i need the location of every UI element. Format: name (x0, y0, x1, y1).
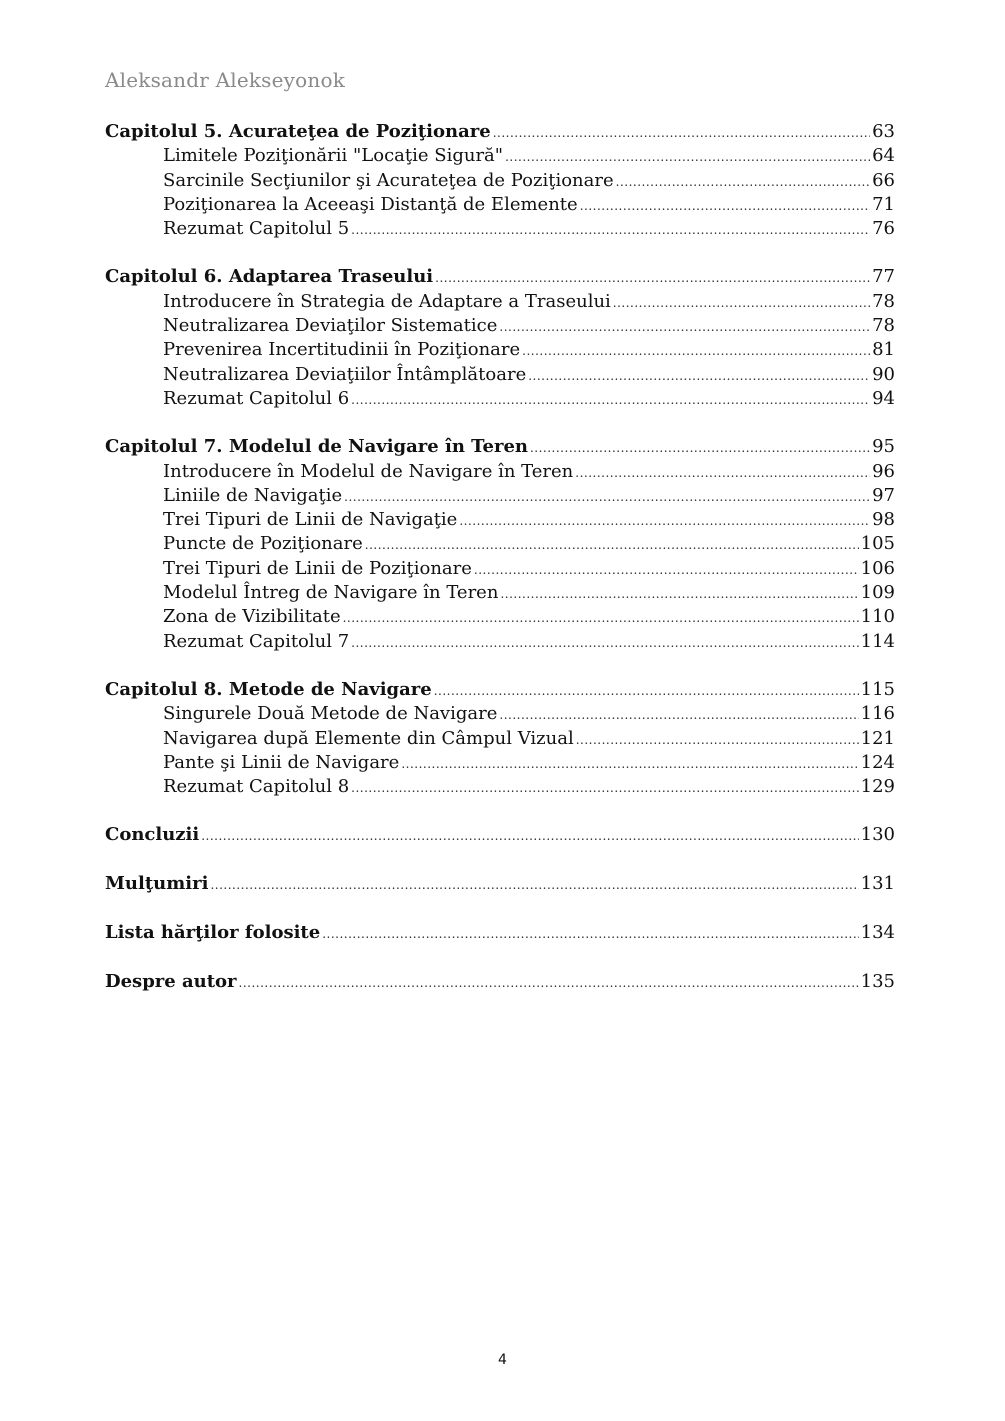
toc-entry[interactable] (105, 484, 895, 508)
toc-leader-dots (493, 121, 870, 145)
toc-section-title: Despre autor (105, 970, 237, 992)
toc-page-number: 131 (860, 873, 895, 895)
toc-leader-dots (459, 509, 870, 533)
toc-entry[interactable] (105, 508, 895, 532)
toc-page-number: 97 (872, 484, 895, 506)
toc-leader-dots (616, 170, 870, 194)
toc-section-heading[interactable] (105, 823, 895, 847)
toc-section-title: Concluzii (105, 824, 200, 846)
toc-leader-dots (505, 145, 870, 169)
toc-page-number: 81 (872, 339, 895, 361)
toc-leader-dots (239, 971, 859, 995)
toc-entry-title: Trei Tipuri de Linii de Navigaţie (163, 509, 458, 531)
toc-entry-title: Rezumat Capitolul 8 (163, 776, 350, 798)
toc-page-number: 78 (872, 315, 895, 337)
toc-entry-title: Neutralizarea Deviaţiilor Întâmplătoare (163, 363, 527, 385)
toc-chapter-heading[interactable] (105, 120, 895, 144)
toc-entry[interactable] (105, 193, 895, 217)
toc-entry-title: Prevenirea Incertitudinii în Poziţionare (163, 339, 521, 361)
toc-leader-dots (344, 485, 870, 509)
page-footer-number: 4 (498, 1352, 507, 1368)
toc-entry[interactable] (105, 557, 895, 581)
toc-entry[interactable] (105, 169, 895, 193)
toc-entry[interactable] (105, 775, 895, 799)
toc-page-number: 95 (872, 436, 895, 458)
toc-chapter-heading[interactable] (105, 265, 895, 289)
toc-entry[interactable] (105, 532, 895, 556)
toc-entry-title: Neutralizarea Deviaţilor Sistematice (163, 315, 498, 337)
toc-entry[interactable] (105, 630, 895, 654)
toc-section-heading[interactable] (105, 970, 895, 994)
toc-leader-dots (522, 339, 870, 363)
toc-entry-title: Rezumat Capitolul 7 (163, 630, 350, 652)
toc-page-number: 116 (860, 703, 895, 725)
toc-entry[interactable] (105, 727, 895, 751)
toc-chapter-7 (105, 435, 895, 654)
toc-entry[interactable] (105, 702, 895, 726)
toc-entry-title: Rezumat Capitolul 5 (163, 218, 350, 240)
toc-page-number: 135 (860, 970, 895, 992)
toc-chapter-title: Capitolul 8. Metode de Navigare (105, 678, 432, 700)
toc-chapter-title: Capitolul 7. Modelul de Navigare în Teren (105, 436, 528, 458)
toc-page-number: 96 (872, 460, 895, 482)
toc-leader-dots (575, 461, 870, 485)
toc-section-title: Lista hărţilor folosite (105, 922, 321, 944)
toc-section-lista-hartilor (105, 921, 895, 945)
running-header-author: Aleksandr Alekseyonok (105, 68, 346, 92)
toc-page-number: 121 (860, 727, 895, 749)
toc-page-number: 110 (860, 606, 895, 628)
toc-page-number: 78 (872, 290, 895, 312)
toc-page-number: 90 (872, 363, 895, 385)
toc-leader-dots (210, 873, 858, 897)
toc-section-heading[interactable] (105, 921, 895, 945)
toc-entry[interactable] (105, 290, 895, 314)
toc-page-number: 64 (872, 145, 895, 167)
toc-entry[interactable] (105, 144, 895, 168)
toc-page-number: 66 (872, 169, 895, 191)
toc-page-number: 129 (860, 776, 895, 798)
toc-leader-dots (474, 558, 859, 582)
toc-page-number: 94 (872, 387, 895, 409)
toc-page-number: 98 (872, 509, 895, 531)
toc-page-number: 76 (872, 218, 895, 240)
toc-chapter-title: Capitolul 6. Adaptarea Traseului (105, 266, 434, 288)
toc-section-concluzii (105, 823, 895, 847)
toc-chapter-8 (105, 678, 895, 799)
toc-page-number: 109 (860, 582, 895, 604)
toc-chapter-title: Capitolul 5. Acurateţea de Poziţionare (105, 121, 491, 142)
toc-page-number: 114 (860, 630, 895, 652)
toc-leader-dots (528, 364, 870, 388)
toc-page-number: 77 (872, 266, 895, 288)
table-of-contents (105, 120, 895, 1019)
toc-page-number: 105 (860, 533, 895, 555)
toc-entry[interactable] (105, 314, 895, 338)
toc-entry[interactable] (105, 581, 895, 605)
toc-leader-dots (322, 922, 858, 946)
toc-leader-dots (401, 752, 858, 776)
toc-entry-title: Pante şi Linii de Navigare (163, 751, 400, 773)
toc-leader-dots (351, 631, 858, 655)
toc-page-number: 63 (872, 121, 895, 142)
toc-section-title: Mulţumiri (105, 873, 209, 895)
toc-page-number: 124 (860, 751, 895, 773)
toc-entry[interactable] (105, 338, 895, 362)
toc-page-number: 106 (860, 557, 895, 579)
toc-entry-title: Limitele Poziţionării "Locaţie Sigură" (163, 145, 504, 167)
toc-leader-dots (435, 266, 870, 290)
toc-section-heading[interactable] (105, 872, 895, 896)
toc-entry-title: Trei Tipuri de Linii de Poziţionare (163, 557, 472, 579)
toc-entry[interactable] (105, 751, 895, 775)
toc-leader-dots (343, 606, 859, 630)
toc-leader-dots (530, 436, 870, 460)
toc-entry-title: Introducere în Modelul de Navigare în Teren (163, 460, 574, 482)
toc-leader-dots (613, 291, 870, 315)
toc-entry[interactable] (105, 363, 895, 387)
toc-entry-title: Zona de Vizibilitate (163, 606, 341, 628)
toc-entry-title: Poziţionarea la Aceeaşi Distanţă de Elemente (163, 193, 578, 215)
toc-entry[interactable] (105, 460, 895, 484)
toc-section-multumiri (105, 872, 895, 896)
toc-leader-dots (201, 824, 858, 848)
toc-leader-dots (351, 218, 870, 242)
toc-leader-dots (351, 388, 870, 412)
toc-page-number: 134 (860, 922, 895, 944)
toc-leader-dots (576, 728, 859, 752)
toc-chapter-heading[interactable] (105, 678, 895, 702)
toc-leader-dots (499, 703, 858, 727)
toc-entry-title: Navigarea după Elemente din Câmpul Vizual (163, 727, 574, 749)
toc-entry[interactable] (105, 605, 895, 629)
toc-entry[interactable] (105, 217, 895, 241)
toc-entry-title: Rezumat Capitolul 6 (163, 387, 350, 409)
toc-entry-title: Puncte de Poziţionare (163, 533, 363, 555)
toc-leader-dots (580, 194, 870, 218)
toc-entry[interactable] (105, 387, 895, 411)
toc-chapter-5 (105, 120, 895, 241)
toc-leader-dots (365, 533, 859, 557)
toc-leader-dots (500, 582, 858, 606)
toc-leader-dots (351, 776, 858, 800)
toc-entry-title: Sarcinile Secţiunilor şi Acurateţea de Poziţionare (163, 169, 614, 191)
toc-entry-title: Modelul Întreg de Navigare în Teren (163, 582, 499, 604)
toc-chapter-6 (105, 265, 895, 411)
toc-page-number: 115 (860, 678, 895, 700)
toc-chapter-heading[interactable] (105, 435, 895, 459)
toc-entry-title: Singurele Două Metode de Navigare (163, 703, 498, 725)
toc-page-number: 71 (872, 193, 895, 215)
toc-section-despre-autor (105, 970, 895, 994)
toc-leader-dots (434, 679, 859, 703)
toc-page-number: 130 (860, 824, 895, 846)
toc-entry-title: Liniile de Navigaţie (163, 484, 343, 506)
toc-entry-title: Introducere în Strategia de Adaptare a Traseului (163, 290, 611, 312)
toc-leader-dots (499, 315, 870, 339)
